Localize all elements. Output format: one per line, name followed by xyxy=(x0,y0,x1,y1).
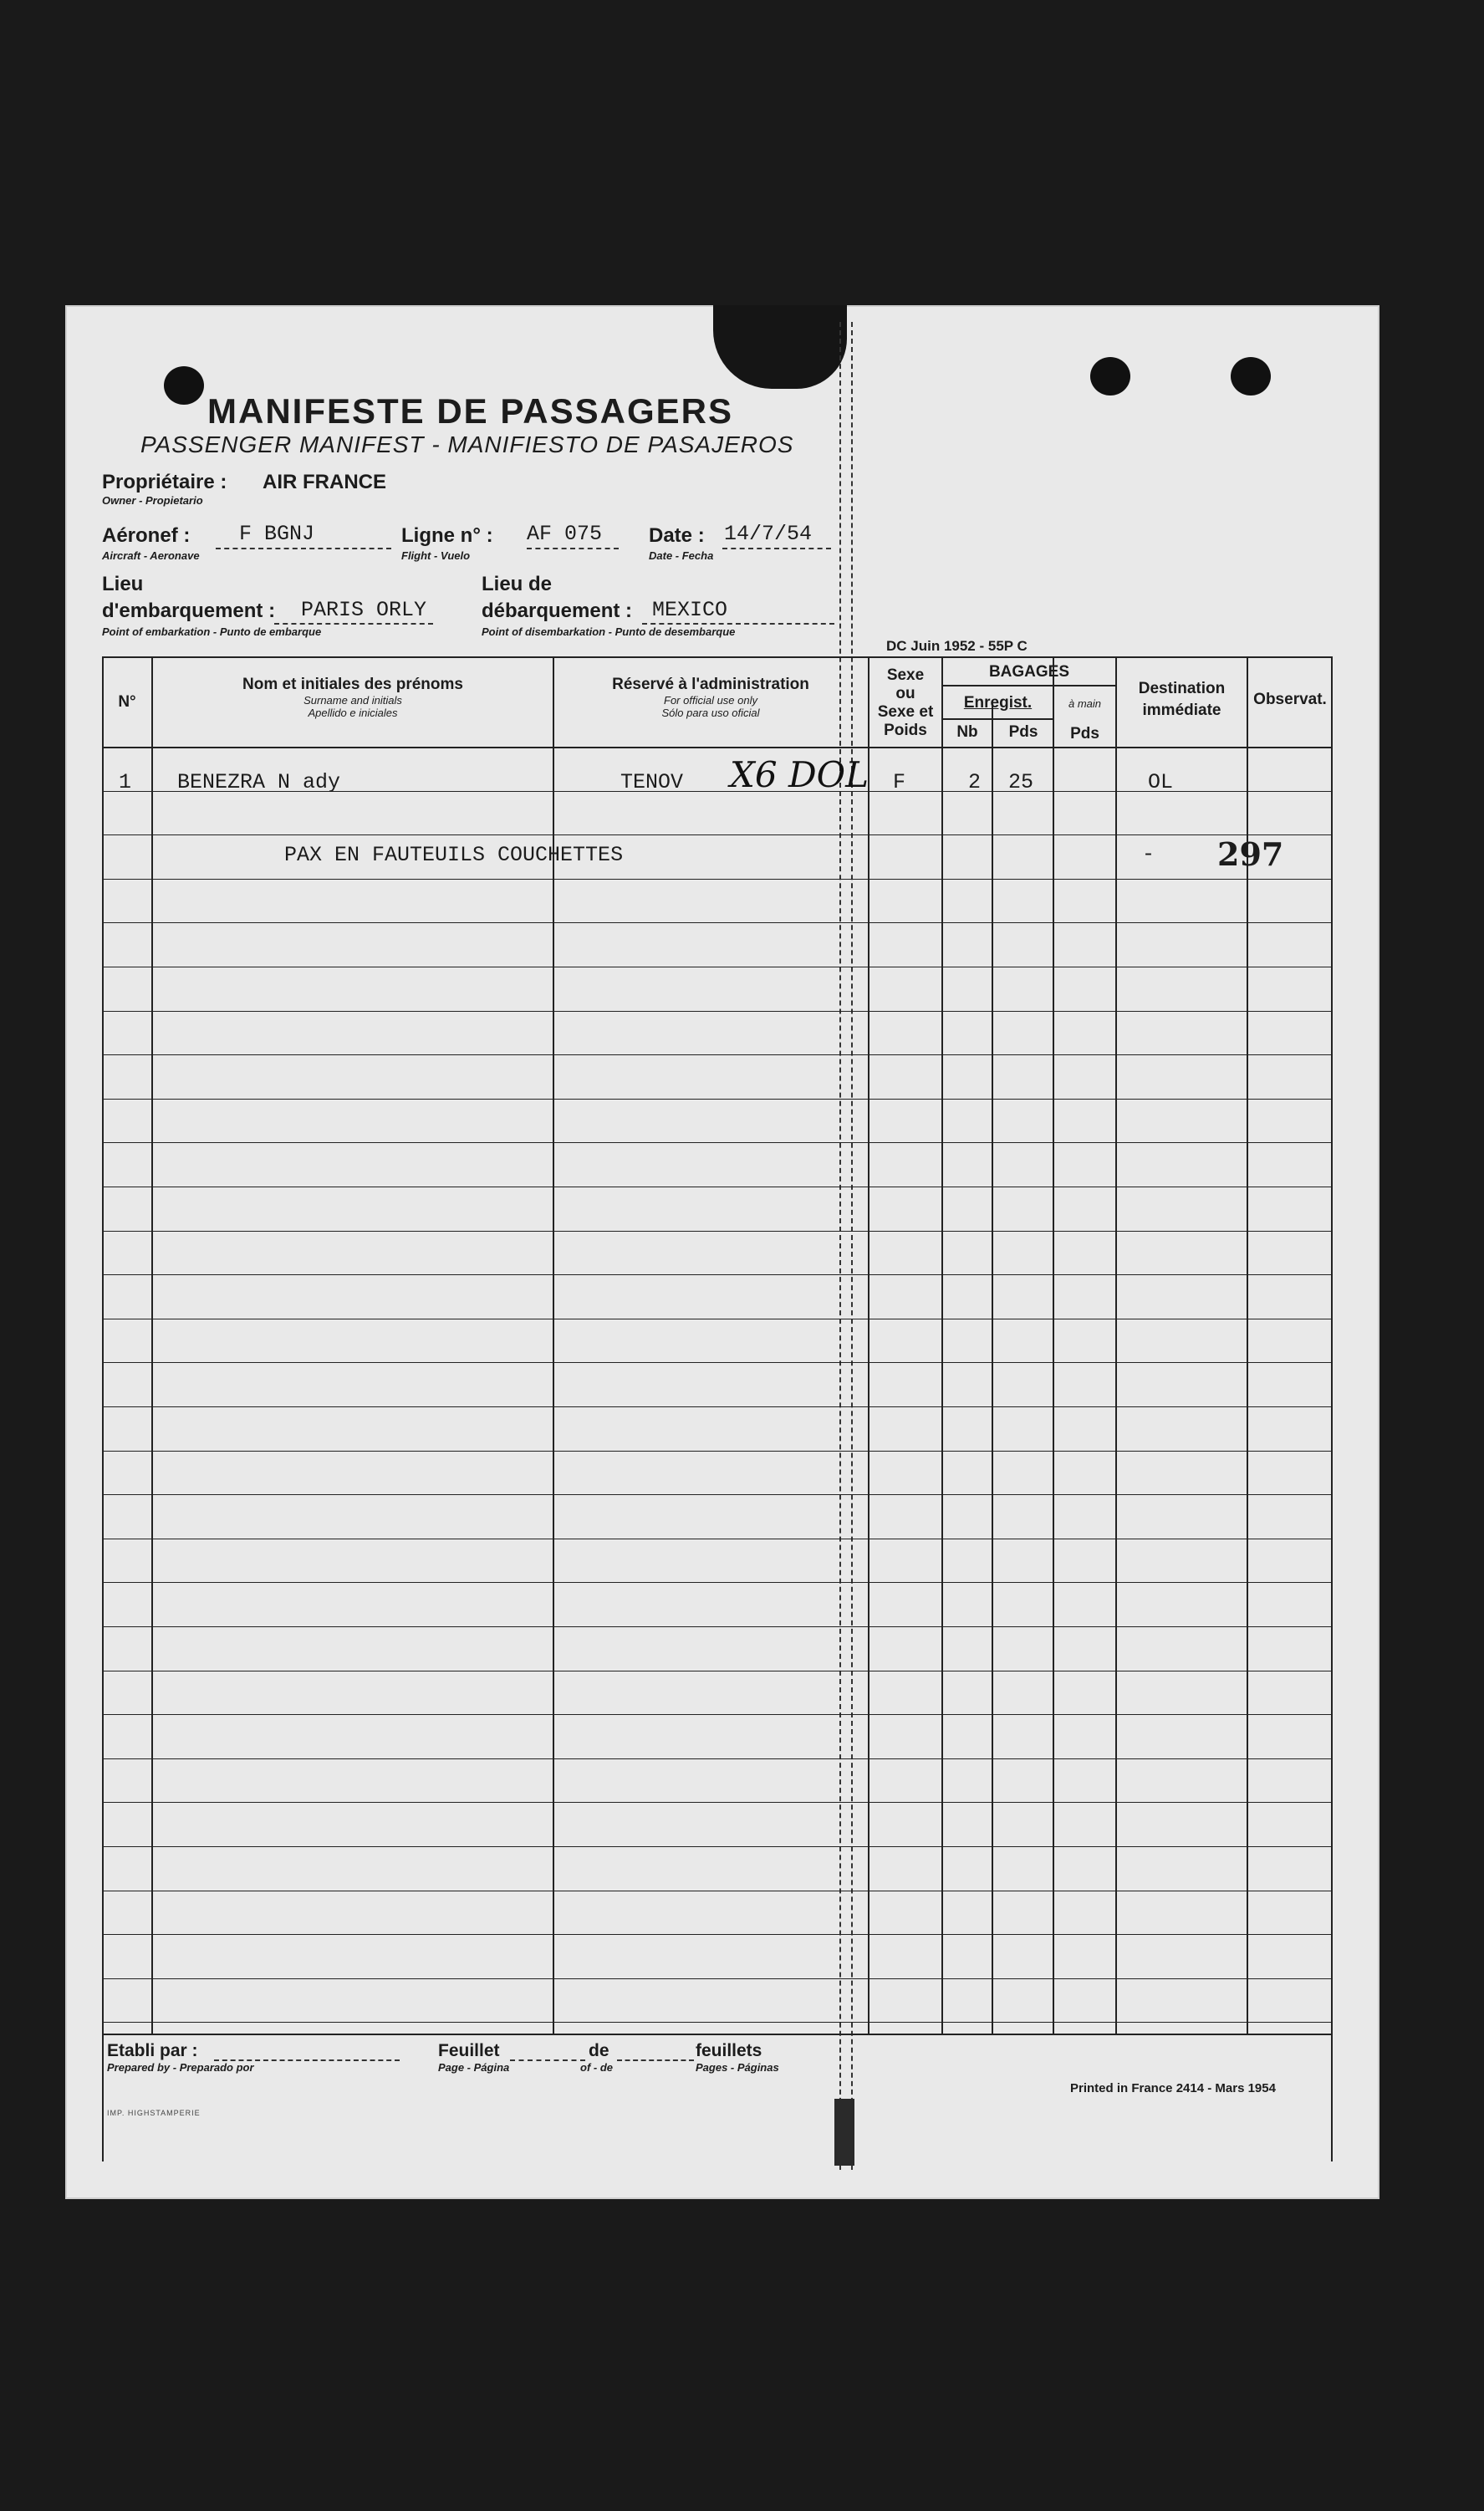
row-1-admin-handwritten: X6 DOL xyxy=(730,754,869,795)
table-row-line xyxy=(102,1582,1333,1583)
line-sub: Flight - Vuelo xyxy=(401,549,471,562)
embark-label-2: d'embarquement : xyxy=(102,600,276,622)
manifest-paper xyxy=(65,305,1379,2199)
aircraft-sub: Aircraft - Aeronave xyxy=(102,549,200,562)
table-row-line xyxy=(102,1406,1333,1407)
table-row-line xyxy=(102,1978,1333,1979)
torn-notch xyxy=(713,305,847,389)
col-header-nb: Nb xyxy=(956,723,978,741)
table-row-line xyxy=(102,1451,1333,1452)
punch-hole xyxy=(1231,357,1271,396)
col-divider xyxy=(992,705,993,2034)
embark-line xyxy=(274,623,433,625)
table-row-line xyxy=(102,879,1333,880)
line-label: Ligne n° : xyxy=(401,524,493,547)
col-header-name: Nom et initiales des prénoms xyxy=(242,676,463,693)
date-sub: Date - Fecha xyxy=(649,549,714,562)
embark-label-1: Lieu xyxy=(102,573,144,595)
col-header-admin-sub2: Sólo para uso oficial xyxy=(661,707,760,719)
disembark-label-1: Lieu de xyxy=(482,573,553,595)
table-row-line xyxy=(102,1802,1333,1803)
table-row-line xyxy=(102,1362,1333,1363)
col-divider xyxy=(1053,656,1054,2034)
col-header-name-sub2: Apellido e iniciales xyxy=(308,707,398,719)
form-title: MANIFESTE DE PASSAGERS xyxy=(207,391,733,431)
remark-text: PAX EN FAUTEUILS COUCHETTES xyxy=(284,843,624,867)
col-header-name-sub1: Surname and initials xyxy=(303,694,402,707)
feuillets-label: feuillets xyxy=(696,2041,762,2060)
col-divider xyxy=(151,656,153,2034)
enregist-divider xyxy=(941,718,1054,720)
form-code: DC Juin 1952 - 55P C xyxy=(886,638,1028,654)
date-value: 14/7/54 xyxy=(724,522,813,546)
col-header-sexe-3: Sexe et xyxy=(877,703,934,721)
owner-value: AIR FRANCE xyxy=(263,471,386,493)
col-header-pds: Pds xyxy=(1008,723,1038,741)
table-header-border xyxy=(102,747,1333,748)
punch-hole xyxy=(1090,357,1130,396)
col-header-main: à main xyxy=(1068,697,1102,710)
perforation-stub xyxy=(834,2099,854,2166)
remark-mark: - xyxy=(1142,842,1155,866)
feuillet-line xyxy=(510,2059,585,2061)
table-row-line xyxy=(102,1494,1333,1495)
table-row-line xyxy=(102,1714,1333,1715)
line-value: AF 075 xyxy=(527,522,603,546)
aircraft-label: Aéronef : xyxy=(102,524,191,547)
col-header-no: N° xyxy=(118,693,136,711)
aircraft-value: F BGNJ xyxy=(239,522,315,546)
table-row-line xyxy=(102,922,1333,923)
aircraft-line xyxy=(216,548,391,549)
table-left-border xyxy=(102,656,104,2161)
col-divider xyxy=(1115,656,1117,2034)
table-row-line xyxy=(102,1054,1333,1055)
table-row-line xyxy=(102,1626,1333,1627)
punch-hole xyxy=(164,366,204,405)
de-sub: of - de xyxy=(580,2061,613,2074)
row-1-name: BENEZRA N ady xyxy=(177,770,341,794)
disembark-value: MEXICO xyxy=(652,598,728,622)
observation-number: 297 xyxy=(1217,835,1284,873)
col-header-destination-1: Destination xyxy=(1138,680,1226,697)
table-row-line xyxy=(102,2022,1333,2023)
date-line xyxy=(722,548,831,549)
col-header-enregist: Enregist. xyxy=(963,694,1033,712)
form-subtitle: PASSENGER MANIFEST - MANIFIESTO DE PASAJEROS xyxy=(140,431,794,457)
disembark-label-2: débarquement : xyxy=(482,600,633,622)
table-row-line xyxy=(102,1758,1333,1759)
col-divider xyxy=(868,656,869,2034)
col-header-observ: Observat. xyxy=(1253,691,1327,708)
table-row-line xyxy=(102,1011,1333,1012)
col-header-bagages: BAGAGES xyxy=(988,663,1070,681)
perforation-line xyxy=(839,322,853,2170)
table-bottom-border xyxy=(102,2034,1333,2035)
col-header-admin-sub1: For official use only xyxy=(664,694,757,707)
col-divider xyxy=(941,656,943,2034)
table-row-line xyxy=(102,1846,1333,1847)
table-right-border xyxy=(1331,656,1333,2161)
col-header-sexe-1: Sexe xyxy=(886,666,925,684)
row-1-nb: 2 xyxy=(968,770,982,794)
row-1-no: 1 xyxy=(119,770,132,794)
imprint-mark: IMP. HIGHSTAMPERIE xyxy=(107,2109,201,2117)
col-header-destination-2: immédiate xyxy=(1142,702,1221,719)
embark-value: PARIS ORLY xyxy=(301,598,427,622)
de-line xyxy=(617,2059,694,2061)
table-row-line xyxy=(102,1934,1333,1935)
feuillet-label: Feuillet xyxy=(438,2041,500,2060)
col-header-sexe-2: ou xyxy=(895,685,915,702)
embark-sub: Point of embarkation - Punto de embarque xyxy=(102,625,322,638)
row-1-destination: OL xyxy=(1148,770,1174,794)
line-line xyxy=(527,548,619,549)
prepared-sub: Prepared by - Preparado por xyxy=(107,2061,254,2074)
col-header-sexe-4: Poids xyxy=(884,722,927,739)
row-1-sexe: F xyxy=(893,770,906,794)
table-top-border xyxy=(102,656,1333,658)
table-row-line xyxy=(102,1099,1333,1100)
disembark-line xyxy=(642,623,834,625)
table-row-line xyxy=(102,1142,1333,1143)
de-label: de xyxy=(589,2041,609,2060)
prepared-label: Etabli par : xyxy=(107,2041,198,2060)
col-header-admin: Réservé à l'administration xyxy=(612,676,809,693)
printed-in-france: Printed in France 2414 - Mars 1954 xyxy=(1070,2081,1276,2095)
row-1-admin: TENOV xyxy=(620,770,684,794)
feuillets-sub: Pages - Páginas xyxy=(696,2061,779,2074)
col-header-main-pds: Pds xyxy=(1070,725,1099,743)
table-row-line xyxy=(102,1231,1333,1232)
table-row-line xyxy=(102,834,1333,835)
disembark-sub: Point of disembarkation - Punto de desembarque xyxy=(482,625,736,638)
bagages-divider xyxy=(941,685,1115,686)
date-label: Date : xyxy=(649,524,705,547)
owner-label: Propriétaire : xyxy=(102,471,227,493)
feuillet-sub: Page - Página xyxy=(438,2061,510,2074)
table-row-line xyxy=(102,1274,1333,1275)
owner-sub: Owner - Propietario xyxy=(102,494,203,507)
row-1-pds: 25 xyxy=(1008,770,1034,794)
